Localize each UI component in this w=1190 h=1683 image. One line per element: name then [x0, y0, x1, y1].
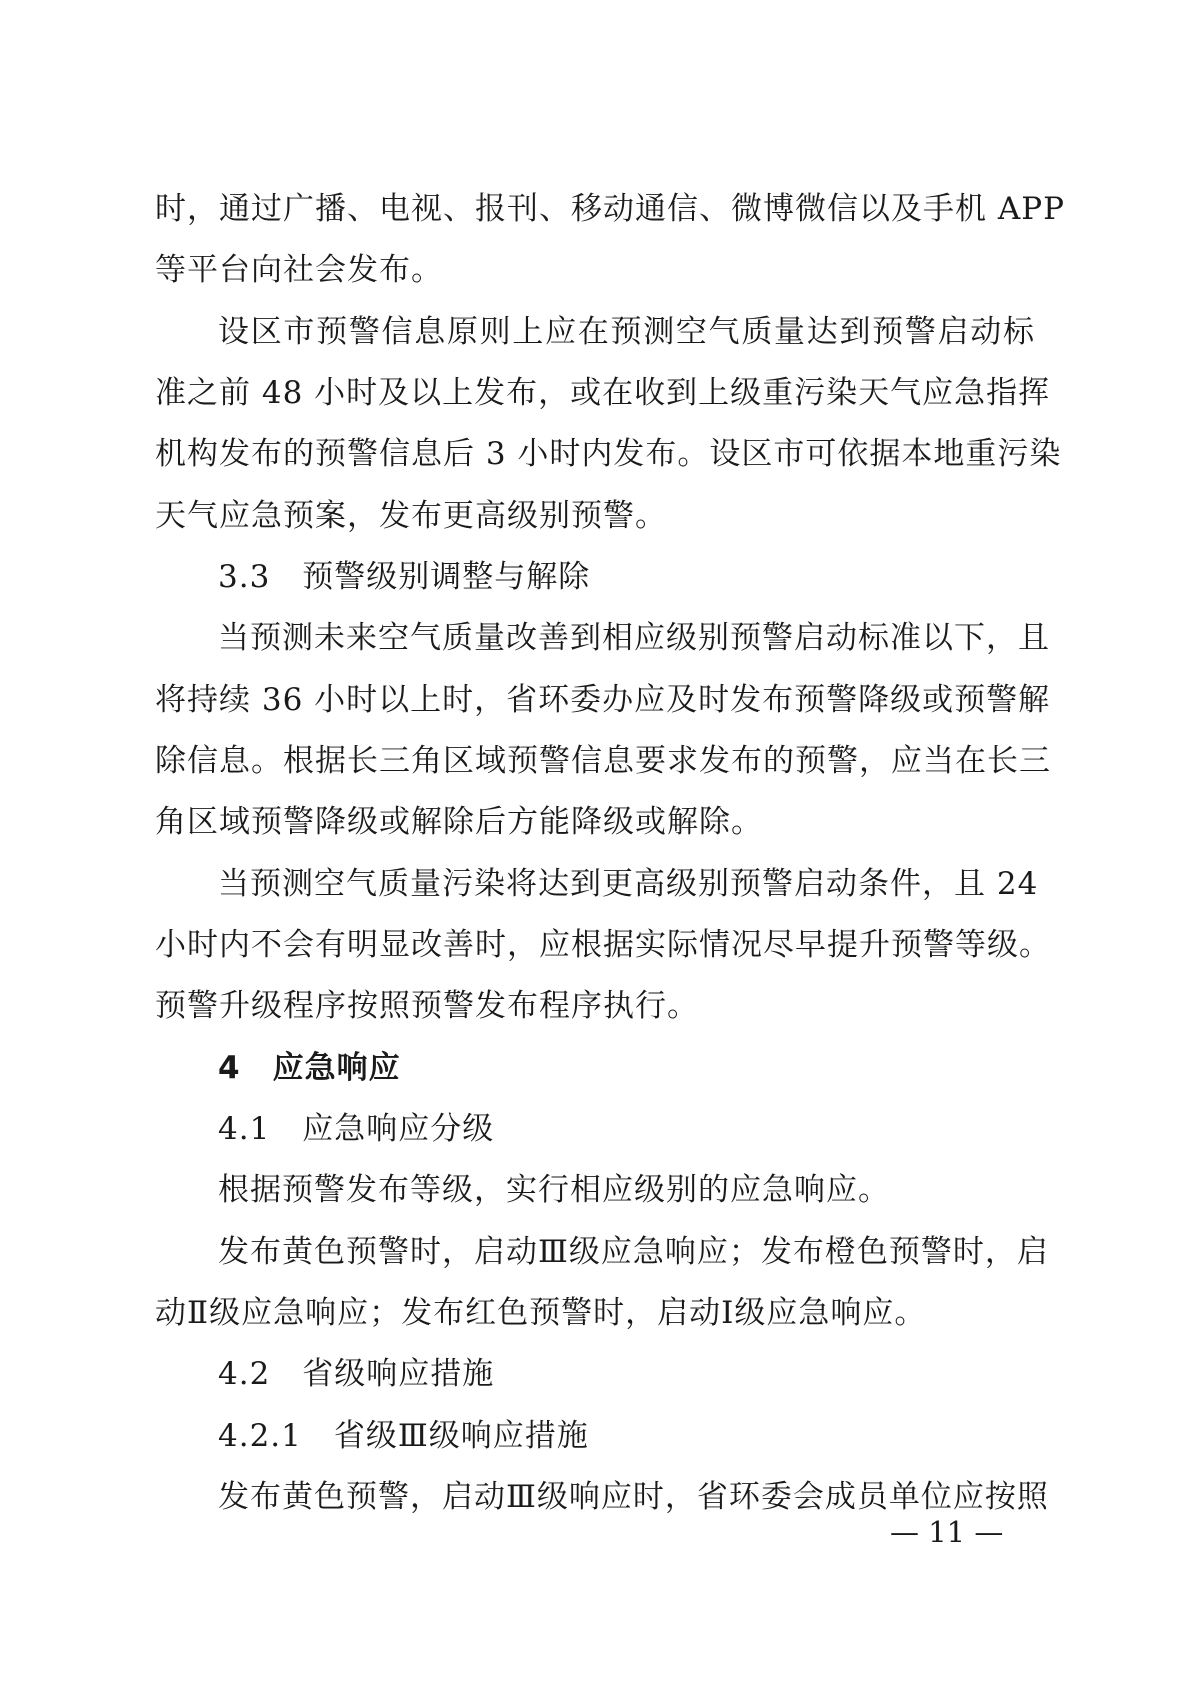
body-text-line: 将持续 36 小时以上时，省环委办应及时发布预警降级或预警解	[155, 682, 1051, 718]
body-text-line: 准之前 48 小时及以上发布，或在收到上级重污染天气应急指挥	[155, 375, 1051, 411]
section-heading: 4.1 应急响应分级	[218, 1111, 495, 1147]
body-text-line: 当预测未来空气质量改善到相应级别预警启动标准以下，且	[218, 620, 1050, 656]
page-number: — 11 —	[890, 1515, 1004, 1549]
body-text-line: 发布黄色预警时，启动Ⅲ级应急响应；发布橙色预警时，启	[218, 1234, 1049, 1270]
body-text-line: 当预测空气质量污染将达到更高级别预警启动条件，且 24	[218, 866, 1039, 902]
body-text-line: 小时内不会有明显改善时，应根据实际情况尽早提升预警等级。	[155, 927, 1051, 963]
body-text-line: 动Ⅱ级应急响应；发布红色预警时，启动Ⅰ级应急响应。	[155, 1295, 927, 1331]
body-text-line: 天气应急预案，发布更高级别预警。	[155, 498, 667, 534]
body-text-line: 除信息。根据长三角区域预警信息要求发布的预警，应当在长三	[155, 743, 1051, 779]
body-text-line: 预警升级程序按照预警发布程序执行。	[155, 988, 699, 1024]
section-heading: 4.2 省级响应措施	[218, 1356, 495, 1392]
chapter-heading: 4 应急响应	[218, 1050, 401, 1086]
body-text-line: 设区市预警信息原则上应在预测空气质量达到预警启动标	[218, 314, 1035, 350]
subsection-heading: 4.2.1 省级Ⅲ级响应措施	[218, 1418, 589, 1454]
body-text-line: 发布黄色预警，启动Ⅲ级响应时，省环委会成员单位应按照	[218, 1479, 1049, 1515]
body-text-line: 机构发布的预警信息后 3 小时内发布。设区市可依据本地重污染	[155, 436, 1062, 472]
section-heading: 3.3 预警级别调整与解除	[218, 559, 591, 595]
body-text-line: 时，通过广播、电视、报刊、移动通信、微博微信以及手机 APP	[155, 191, 1065, 227]
body-text-line: 根据预警发布等级，实行相应级别的应急响应。	[218, 1172, 890, 1208]
body-text-line: 角区域预警降级或解除后方能降级或解除。	[155, 804, 763, 840]
body-text-line: 等平台向社会发布。	[155, 252, 443, 288]
